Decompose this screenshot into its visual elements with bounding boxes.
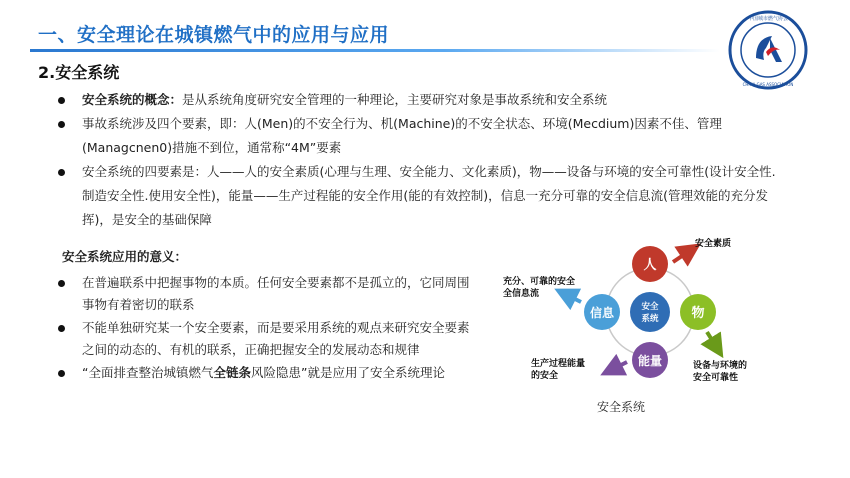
arrow-right-down <box>707 332 717 348</box>
bullet-dot <box>58 370 65 377</box>
arrow-top-right <box>673 250 691 262</box>
node-object <box>680 294 716 330</box>
node-center-line1: 安全 <box>641 302 659 312</box>
list-item <box>58 317 478 361</box>
bullet-dot <box>58 325 65 332</box>
bullet-text: 是从系统角度研究安全管理的一种理论，主要研究对象是事故系统和安全系统 <box>182 92 608 107</box>
node-person <box>632 246 668 282</box>
list-item-text: 不能单独研究某一个安全要素，而是要采用系统的观点来研究安全要素之间的动态的、有机的联系，正确把握安全的发展动态和规律 <box>82 320 470 357</box>
arrow-bottom-left <box>611 362 627 370</box>
arrow-left-up <box>565 294 581 302</box>
section-subtitle: 2.安全系统 <box>38 63 120 82</box>
list-item-text: 在普遍联系中把握事物的本质。任何安全要素都不是孤立的，它同周围事物有着密切的联系 <box>82 275 470 312</box>
annotation-right-bottom-1: 设备与环境的 <box>693 361 748 371</box>
node-information-label: 信息 <box>589 306 615 320</box>
list-item <box>58 160 778 232</box>
node-object-label: 物 <box>691 306 705 321</box>
concept-bullet-list <box>58 88 778 232</box>
bullet-dot <box>58 97 65 104</box>
title-underline <box>30 49 720 52</box>
bullet-dot <box>58 280 65 287</box>
node-person-label: 人 <box>643 258 657 273</box>
bullet-text: 事故系统涉及四个要素，即：人(Men)的不安全行为、机(Machine)的不安全状态、环境(Mecdium)因素不佳、管理(Managcnen0)措施不到位，通常称“4M”要素 <box>82 116 722 155</box>
list-item <box>58 88 778 112</box>
node-information <box>584 294 620 330</box>
bullet-dot <box>58 169 65 176</box>
annotation-left-top-2: 全信息流 <box>503 289 540 299</box>
list-item <box>58 362 478 384</box>
list-item-text-bold: 全链条 <box>213 365 251 380</box>
significance-heading: 安全系统应用的意义： <box>62 249 188 264</box>
node-center <box>630 292 670 332</box>
list-item <box>58 112 778 160</box>
bullet-text: 安全系统的四要素是：人——人的安全素质(心理与生理、安全能力、文化素质)，物——设备与环境的安全可靠性(设计安全性.制造安全性.使用安全性)，能量——生产过程能的安全作用(能的有效控制)，信息一充分可靠的安全信息流(管理效能的充分发挥)，是安全的基础保障 <box>82 164 776 227</box>
annotation-top-right: 安全素质 <box>695 239 732 249</box>
node-energy-label: 能量 <box>637 354 663 368</box>
annotation-left-bottom-1: 生产过程能量 <box>531 359 586 369</box>
list-item-text-pre: “全面排查整治城镇燃气 <box>82 365 214 380</box>
bullet-bold-label: 安全系统的概念： <box>82 92 183 107</box>
significance-list <box>58 272 478 385</box>
list-item <box>58 272 478 316</box>
annotation-left-top-1: 充分、可靠的安全 <box>503 277 576 287</box>
list-item-text-post: 风险隐患”就是应用了安全系统理论 <box>251 365 445 380</box>
bullet-dot <box>58 121 65 128</box>
logo-text-bottom: CHINA GAS ASSOCIATION <box>742 82 794 87</box>
diagram-caption: 安全系统 <box>597 400 646 414</box>
association-logo <box>726 8 810 92</box>
annotation-left-bottom-2: 的安全 <box>531 371 559 381</box>
safety-system-diagram <box>495 228 795 418</box>
annotation-right-bottom-2: 安全可靠性 <box>693 373 739 383</box>
node-center-line2: 系统 <box>641 314 659 324</box>
logo-text-top: 中国城市燃气协会 <box>747 16 789 22</box>
node-energy <box>632 342 668 378</box>
page-title: 一、安全理论在城镇燃气中的应用与应用 <box>38 24 390 46</box>
